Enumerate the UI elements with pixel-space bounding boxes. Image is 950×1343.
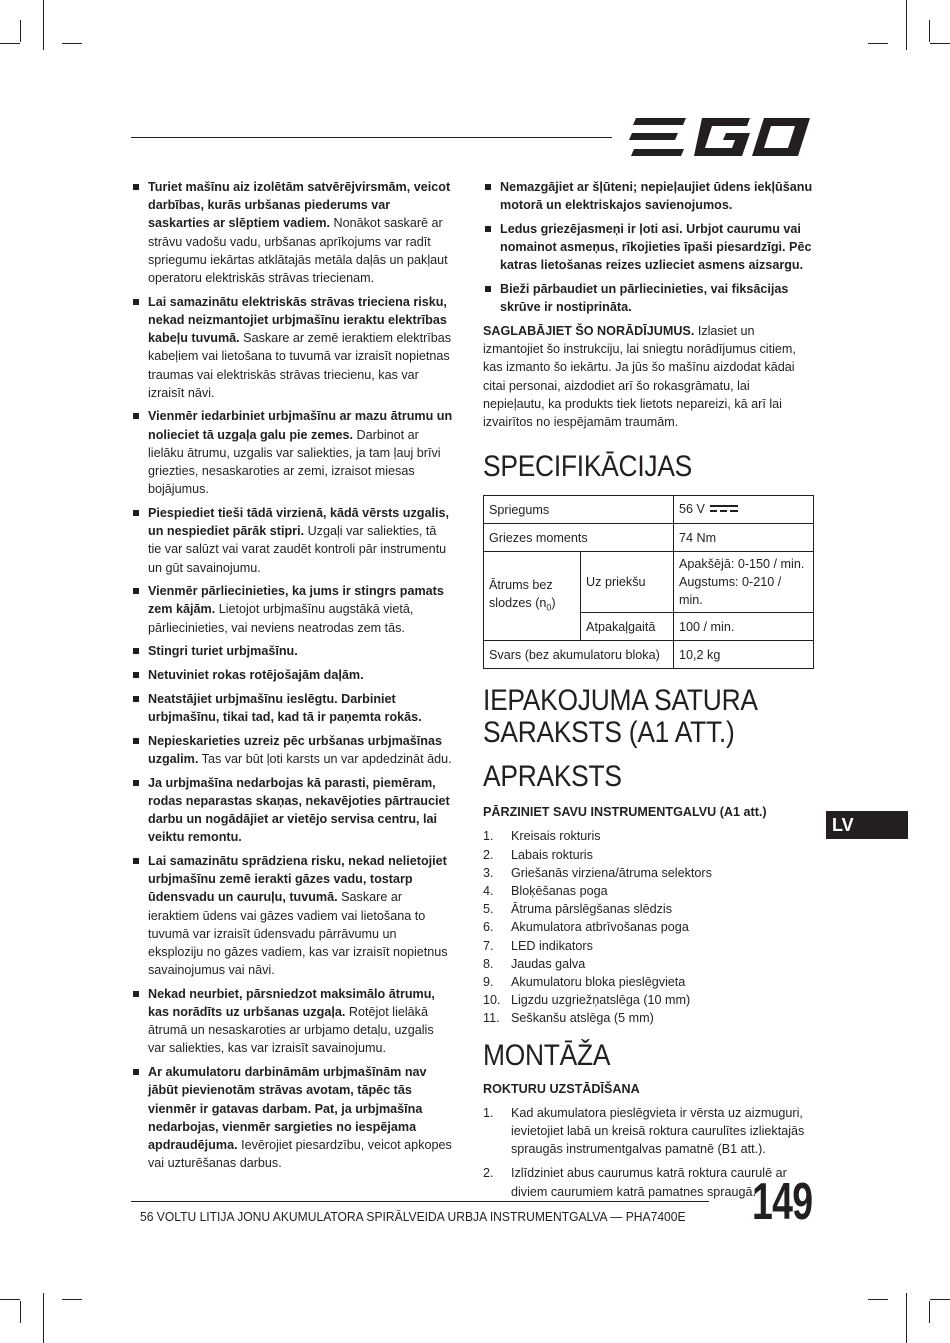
header-rule bbox=[131, 137, 612, 138]
reverse-value: 100 / min. bbox=[674, 613, 814, 641]
assembly-step-text: Kad akumulatora pieslēgvieta ir vērsta uz aizmuguri, ievietojiet labā un kreisā roktura caurulītes izliektajās spraugās instrumentgalvas pamatnē (B1 att.). bbox=[511, 1105, 805, 1157]
bullet-item bbox=[483, 280, 814, 316]
parts-list-item-number: 7. bbox=[483, 938, 494, 953]
description-heading: APRAKSTS bbox=[483, 760, 622, 794]
forward-value bbox=[674, 552, 814, 613]
bullet-bold: Nepieskarieties uzreiz pēc urbšanas urbjmašīnas uzgalim. bbox=[148, 733, 442, 766]
parts-list-item-text: LED indikators bbox=[511, 938, 593, 953]
parts-list-item-text: Labais rokturis bbox=[511, 847, 593, 862]
bullet-item bbox=[131, 642, 453, 660]
specifications-table bbox=[483, 495, 814, 669]
assembly-step-number: 2. bbox=[483, 1166, 494, 1181]
bullet-item bbox=[483, 178, 814, 214]
parts-list-item-text: Jaudas galva bbox=[511, 956, 586, 971]
crop-mark bbox=[43, 0, 44, 50]
page-number: 149 bbox=[752, 1173, 813, 1231]
parts-list-item-text: Ātruma pārslēgšanas slēdzis bbox=[511, 902, 672, 917]
bullet-text: Rotējot lielākā ātrumā un nesaskaroties ar urbjamo detaļu, uzgalis var saliekties, kas var izraisīt savainojumu. bbox=[148, 1005, 434, 1056]
language-tab: LV bbox=[826, 811, 908, 839]
parts-list-item-text: Ligzdu uzgriežņatslēga (10 mm) bbox=[511, 993, 691, 1008]
voltage-cell bbox=[674, 496, 814, 524]
speed-label-text: Ātrums bez slodzes (n bbox=[489, 577, 553, 610]
parts-list-item bbox=[483, 846, 814, 864]
assembly-step-number: 1. bbox=[483, 1105, 494, 1120]
bullet-bold: Lai samazinātu sprādziena risku, nekad nelietojiet urbjmašīnu zemē ierakti gāzes vadu, tostarp ūdensvadu un cauruļu, tuvumā. bbox=[148, 853, 447, 905]
bullet-text: Nonākot saskarē ar strāvu vadošu vadu, urbšanas aprīkojums var radīt spriegumu iekārtas atklātajās metāla daļās un pakļaut operatoru elektriskās strāvas triecienam. bbox=[148, 216, 448, 286]
spec-row-torque bbox=[484, 524, 814, 552]
parts-list-item-number: 10. bbox=[483, 993, 501, 1008]
bullet-text: Tas var būt ļoti karsts un var apdedzināt ādu. bbox=[198, 751, 452, 766]
crop-mark bbox=[0, 1299, 20, 1300]
description-subheading: PĀRZINIET SAVU INSTRUMENTGALVU (A1 att.) bbox=[483, 805, 767, 820]
parts-list-item-text: Kreisais rokturis bbox=[511, 829, 601, 844]
bullet-item bbox=[131, 504, 453, 577]
parts-list-item-number: 8. bbox=[483, 956, 494, 971]
bullet-item bbox=[131, 582, 453, 637]
dc-symbol-icon bbox=[710, 501, 738, 519]
assembly-heading: MONTĀŽA bbox=[483, 1038, 611, 1072]
save-instructions-bold: SAGLABĀJIET ŠO NORĀDĪJUMUS. bbox=[483, 323, 695, 338]
crop-mark bbox=[868, 43, 888, 44]
footer-rule bbox=[131, 1201, 709, 1202]
parts-list-item bbox=[483, 955, 814, 973]
bullet-text: Lietojot urbjmašīnu augstākā vietā, pārliecinieties, vai neviens neatrodas zem tās. bbox=[148, 602, 414, 635]
bullet-item bbox=[131, 293, 453, 402]
bullet-item bbox=[131, 774, 453, 847]
parts-list-item-text: Akumulatoru bloka pieslēgvieta bbox=[511, 974, 686, 989]
parts-list-item bbox=[483, 882, 814, 900]
crop-mark bbox=[62, 1299, 82, 1300]
parts-list-item bbox=[483, 937, 814, 955]
bullet-text: Saskare ar ieraktiem ūdens vai gāzes vadiem vai lietošana to tuvumā var izraisīt ūdensvadu pārrāvumu un eksploziju no gāzes vadiem, kas var izraisīt nopietnus savainojumus vai nāvi. bbox=[148, 890, 448, 978]
safety-list bbox=[131, 178, 453, 1172]
bullet-bold: Stingri turiet urbjmašīnu. bbox=[148, 644, 298, 659]
parts-list-item bbox=[483, 1009, 814, 1027]
save-instructions bbox=[483, 322, 814, 431]
bullet-text: Saskare ar zemē ieraktiem elektrības kabeļiem vai lietošana to tuvumā var izraisīt nopietnas traumas vai elektriskās strāvas triecienu, kas var izraisīt nāvi. bbox=[148, 331, 452, 400]
parts-list-item-text: Akumulatora atbrīvošanas poga bbox=[511, 920, 689, 935]
specifications-heading: SPECIFIKĀCIJAS bbox=[483, 450, 693, 484]
crop-mark bbox=[929, 1301, 930, 1323]
weight-value: 10,2 kg bbox=[674, 641, 814, 669]
bullet-item bbox=[131, 852, 453, 979]
bullet-item bbox=[131, 732, 453, 768]
torque-label: Griezes moments bbox=[484, 524, 674, 552]
voltage-value: 56 V bbox=[679, 502, 705, 517]
parts-list-item-number: 3. bbox=[483, 865, 494, 880]
bullet-bold: Netuviniet rokas rotējošajām daļām. bbox=[148, 668, 364, 683]
crop-mark bbox=[20, 1301, 21, 1323]
parts-list-item bbox=[483, 864, 814, 882]
packing-heading-line-2: SARAKSTS (A1 ATT.) bbox=[483, 716, 735, 750]
parts-list-item-number: 6. bbox=[483, 920, 494, 935]
crop-mark bbox=[930, 1299, 950, 1300]
assembly-subheading: ROKTURU UZSTĀDĪŠANA bbox=[483, 1081, 640, 1096]
safety-list-continued bbox=[483, 178, 814, 316]
bullet-item bbox=[131, 407, 453, 498]
bullet-bold: Ja urbjmašīna nedarbojas kā parasti, piemēram, rodas neparastas skaņas, nekavējoties pārtrauciet darbu un nogādājiet ar vietējo servisa centru, lai veiktu remontu. bbox=[148, 775, 450, 845]
bullet-bold: Lai samazinātu elektriskās strāvas trieciena risku, nekad neizmantojiet urbjmašīnu ieraktu elektrības kabeļu tuvumā. bbox=[148, 294, 447, 346]
forward-label: Uz priekšu bbox=[581, 552, 674, 613]
parts-list-item-number: 2. bbox=[483, 847, 494, 862]
bullet-item bbox=[131, 178, 453, 287]
parts-list-item-number: 5. bbox=[483, 902, 494, 917]
assembly-step bbox=[483, 1104, 814, 1159]
bullet-text: Ievērojiet piesardzību, veicot apkopes vai uzturēšanas darbus. bbox=[148, 1137, 452, 1171]
crop-mark bbox=[868, 1299, 888, 1300]
parts-list bbox=[483, 827, 814, 1027]
crop-mark bbox=[906, 0, 907, 50]
bullet-item bbox=[131, 690, 453, 726]
speed-label bbox=[484, 552, 581, 641]
spec-row-weight bbox=[484, 641, 814, 669]
parts-list-item-number: 11. bbox=[483, 1011, 500, 1026]
speed-label-sub: 0 bbox=[546, 602, 552, 613]
bullet-text: Darbinot ar lielāku ātrumu, uzgalis var saliekties, ja tam ļauj brīvi griezties, nesaskaroties ar zemi, izraisot miesas bojājumus. bbox=[148, 427, 441, 497]
footer-text: 56 VOLTU LITIJA JONU AKUMULATORA SPIRĀLVEIDA URBJA INSTRUMENTGALVA — PHA7400E bbox=[140, 1209, 686, 1224]
parts-list-item bbox=[483, 900, 814, 918]
bullet-bold: Nemazgājiet ar šļūteni; nepieļaujiet ūdens iekļūšanu motorā un elektriskajos savienojumos. bbox=[500, 180, 813, 213]
voltage-label: Spriegums bbox=[484, 496, 674, 524]
parts-list-item-text: Bloķēšanas poga bbox=[511, 883, 608, 898]
bullet-bold: Piespiediet tieši tādā virzienā, kādā vērsts uzgalis, un nespiediet pārāk stipri. bbox=[148, 505, 449, 539]
save-instructions-text: Izlasiet un izmantojiet šo instrukciju, lai sniegtu norādījumus citiem, kas izmanto šo iekārtu. Ja jūs šo mašīnu aizdodat kādai citai personai, aizdodiet arī šo rokasgrāmatu, lai nepieļautu, ka produkts tiek lietots nepareizi, kā arī lai izvairītos no iespējamām traumām. bbox=[483, 323, 796, 429]
assembly-step-text: Izlīdziniet abus caurumus katrā roktura caurulē ar diviem caurumiem katrā pamatnes spraugā. bbox=[511, 1166, 787, 1199]
bullet-item bbox=[131, 1063, 453, 1172]
spec-row-speed-forward bbox=[484, 552, 814, 613]
crop-mark bbox=[929, 20, 930, 42]
reverse-label: Atpakaļgaitā bbox=[581, 613, 674, 641]
bullet-bold: Nekad neurbiet, pārsniedzot maksimālo ātrumu, kas norādīts uz urbšanas uzgaļa. bbox=[148, 986, 435, 1020]
parts-list-item-text: Seškanšu atslēga (5 mm) bbox=[511, 1011, 654, 1026]
bullet-item bbox=[131, 985, 453, 1058]
parts-list-item-number: 9. bbox=[483, 974, 494, 989]
ego-logo bbox=[628, 116, 812, 163]
bullet-text: Uzgaļi var saliekties, tā tie var salūzt vai varat zaudēt kontroli pār instrumentu un gūt savainojumu. bbox=[148, 524, 447, 575]
bullet-bold: Ledus griezējasmeņi ir ļoti asi. Urbjot caurumu vai nomainot asmeņus, rīkojieties īpaši piesardzīgi. Pēc katras lietošanas reizes uzlieciet asmens aizsargu. bbox=[500, 221, 812, 273]
forward-value-high: Augstums: 0-210 / min. bbox=[679, 575, 782, 608]
parts-list-item-text: Griešanās virziena/ātruma selektors bbox=[511, 865, 712, 880]
crop-mark bbox=[0, 43, 20, 44]
parts-list-item bbox=[483, 827, 814, 845]
packing-heading-line-1: IEPAKOJUMA SATURA bbox=[483, 684, 758, 718]
parts-list-item-number: 4. bbox=[483, 883, 494, 898]
crop-mark bbox=[930, 43, 950, 44]
parts-list-item bbox=[483, 991, 814, 1009]
bullet-bold: Neatstājiet urbjmašīnu ieslēgtu. Darbiniet urbjmašīnu, tikai tad, kad tā ir paņemta rokās. bbox=[148, 691, 422, 724]
weight-label: Svars (bez akumulatoru bloka) bbox=[484, 641, 674, 669]
bullet-item bbox=[483, 220, 814, 275]
bullet-bold: Vienmēr iedarbiniet urbjmašīnu ar mazu ātrumu un nolieciet tā uzgaļa galu pie zemes. bbox=[148, 409, 453, 442]
torque-value: 74 Nm bbox=[674, 524, 814, 552]
bullet-item bbox=[131, 666, 453, 684]
speed-label-close: ) bbox=[551, 595, 556, 610]
left-column bbox=[131, 178, 453, 1178]
parts-list-item bbox=[483, 918, 814, 936]
bullet-bold: Vienmēr pārliecinieties, ka jums ir stingrs pamats zem kājām. bbox=[148, 584, 444, 617]
crop-mark bbox=[906, 1293, 907, 1343]
parts-list-item-number: 1. bbox=[483, 829, 494, 844]
bullet-bold: Ar akumulatoru darbināmām urbjmašīnām nav jābūt pievienotām strāvas avotam, tāpēc tās vienmēr ir gatavas darbam. Pat, ja urbjmašīna nedarbojas, vienmēr sargieties no iespējama apdraudējuma. bbox=[148, 1065, 427, 1152]
bullet-bold: Turiet mašīnu aiz izolētām satvērējvirsmām, veicot darbības, kurās urbšanas piederums var saskarties ar slēptiem vadiem. bbox=[148, 180, 451, 231]
parts-list-item bbox=[483, 973, 814, 991]
crop-mark bbox=[20, 20, 21, 42]
right-column bbox=[483, 178, 814, 1207]
crop-mark bbox=[62, 43, 82, 44]
bullet-bold: Bieži pārbaudiet un pārliecinieties, vai fiksācijas skrūve ir nostiprināta. bbox=[500, 282, 789, 315]
crop-mark bbox=[43, 1293, 44, 1343]
forward-value-low: Apakšējā: 0-150 / min. bbox=[679, 557, 805, 572]
spec-row-voltage bbox=[484, 496, 814, 524]
